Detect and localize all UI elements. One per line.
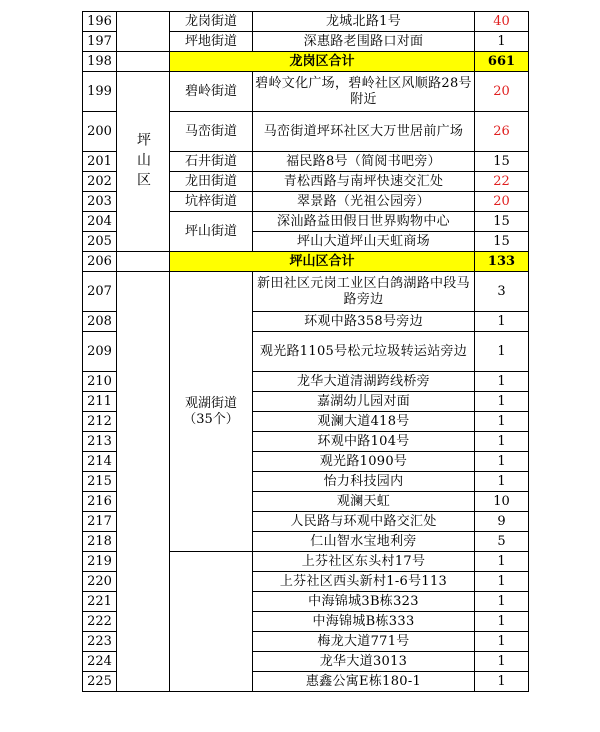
row-number: 198 [83,52,117,72]
row-number: 221 [83,592,117,612]
address-cell: 福民路8号（简阅书吧旁） [253,152,475,172]
subtotal-row-longgang [83,52,529,72]
address-cell: 梅龙大道771号 [253,632,475,652]
street-cell: 龙岗街道 [170,12,253,32]
address-cell: 龙城北路1号 [253,12,475,32]
row-number: 224 [83,652,117,672]
address-cell: 深惠路老围路口对面 [253,32,475,52]
count-cell: 9 [475,512,529,532]
table-row [83,12,529,32]
street-cell: 坪山街道 [170,212,253,252]
address-cell: 碧岭文化广场，碧岭社区风顺路28号附近 [253,72,475,112]
street-cell: 坪地街道 [170,32,253,52]
table-row [83,72,529,112]
count-cell: 5 [475,532,529,552]
address-cell: 嘉湖幼儿园对面 [253,392,475,412]
table-row [83,272,529,312]
row-number: 217 [83,512,117,532]
row-number: 208 [83,312,117,332]
row-number: 218 [83,532,117,552]
count-cell: 15 [475,232,529,252]
count-cell: 20 [475,72,529,112]
address-cell: 人民路与环观中路交汇处 [253,512,475,532]
address-cell: 新田社区元岗工业区白鸽湖路中段马路旁边 [253,272,475,312]
district-cell-longgang [117,12,170,52]
subtotal-count: 661 [475,52,529,72]
blank-cell [117,252,170,272]
address-cell: 环观中路358号旁边 [253,312,475,332]
row-number: 209 [83,332,117,372]
district-cell-longhua [117,272,170,692]
address-cell: 上芬社区西头新村1-6号113 [253,572,475,592]
street-cell: 龙田街道 [170,172,253,192]
row-number: 223 [83,632,117,652]
street-name: 观湖街道 [184,395,237,411]
row-number: 216 [83,492,117,512]
address-cell: 怡力科技园内 [253,472,475,492]
count-cell: 1 [475,632,529,652]
street-cell: 马峦街道 [170,112,253,152]
row-number: 207 [83,272,117,312]
row-number: 215 [83,472,117,492]
address-cell: 中海锦城B栋333 [253,612,475,632]
address-cell: 青松西路与南坪快速交汇处 [253,172,475,192]
address-cell: 龙华大道清湖跨线桥旁 [253,372,475,392]
count-cell: 1 [475,652,529,672]
address-cell: 环观中路104号 [253,432,475,452]
count-cell: 1 [475,472,529,492]
row-number: 205 [83,232,117,252]
row-number: 214 [83,452,117,472]
count-cell: 1 [475,572,529,592]
count-cell: 1 [475,592,529,612]
row-number: 213 [83,432,117,452]
address-cell: 观澜大道418号 [253,412,475,432]
subtotal-row-pingshan [83,252,529,272]
count-cell: 1 [475,612,529,632]
address-cell: 马峦街道坪环社区大万世居前广场 [253,112,475,152]
count-cell: 1 [475,672,529,692]
address-cell: 观澜天虹 [253,492,475,512]
row-number: 203 [83,192,117,212]
row-number: 212 [83,412,117,432]
address-cell: 仁山智水宝地利旁 [253,532,475,552]
count-cell: 1 [475,332,529,372]
blank-cell [117,52,170,72]
address-cell: 中海锦城3B栋323 [253,592,475,612]
street-cell-next [170,552,253,692]
count-cell: 10 [475,492,529,512]
count-cell: 20 [475,192,529,212]
subtotal-count: 133 [475,252,529,272]
address-cell: 翠景路（光祖公园旁） [253,192,475,212]
row-number: 200 [83,112,117,152]
district-cell-pingshan: 坪山区 [117,72,170,252]
row-number: 196 [83,12,117,32]
row-number: 210 [83,372,117,392]
count-cell: 22 [475,172,529,192]
street-cell: 碧岭街道 [170,72,253,112]
row-number: 199 [83,72,117,112]
count-cell: 1 [475,32,529,52]
count-cell: 1 [475,372,529,392]
row-number: 211 [83,392,117,412]
subtotal-label: 龙岗区合计 [170,52,475,72]
street-cell: 坑梓街道 [170,192,253,212]
count-cell: 15 [475,152,529,172]
row-number: 201 [83,152,117,172]
street-cell-guanhu [170,272,253,552]
row-number: 197 [83,32,117,52]
address-cell: 观光路1090号 [253,452,475,472]
address-cell: 观光路1105号松元垃圾转运站旁边 [253,332,475,372]
count-cell: 1 [475,412,529,432]
sites-table [82,11,529,692]
row-number: 202 [83,172,117,192]
count-cell: 3 [475,272,529,312]
count-cell: 1 [475,392,529,412]
row-number: 220 [83,572,117,592]
row-number: 222 [83,612,117,632]
row-number: 204 [83,212,117,232]
count-cell: 40 [475,12,529,32]
count-cell: 1 [475,552,529,572]
subtotal-label: 坪山区合计 [170,252,475,272]
street-cell: 石井街道 [170,152,253,172]
count-cell: 1 [475,312,529,332]
address-cell: 深汕路益田假日世界购物中心 [253,212,475,232]
row-number: 206 [83,252,117,272]
row-number: 225 [83,672,117,692]
address-cell: 惠鑫公寓E栋180-1 [253,672,475,692]
count-cell: 26 [475,112,529,152]
address-cell: 上芬社区东头村17号 [253,552,475,572]
count-cell: 1 [475,452,529,472]
street-site-count: （35个） [183,411,239,427]
sites-table-sheet [82,11,529,692]
address-cell: 龙华大道3013 [253,652,475,672]
address-cell: 坪山大道坪山天虹商场 [253,232,475,252]
count-cell: 1 [475,432,529,452]
count-cell: 15 [475,212,529,232]
row-number: 219 [83,552,117,572]
